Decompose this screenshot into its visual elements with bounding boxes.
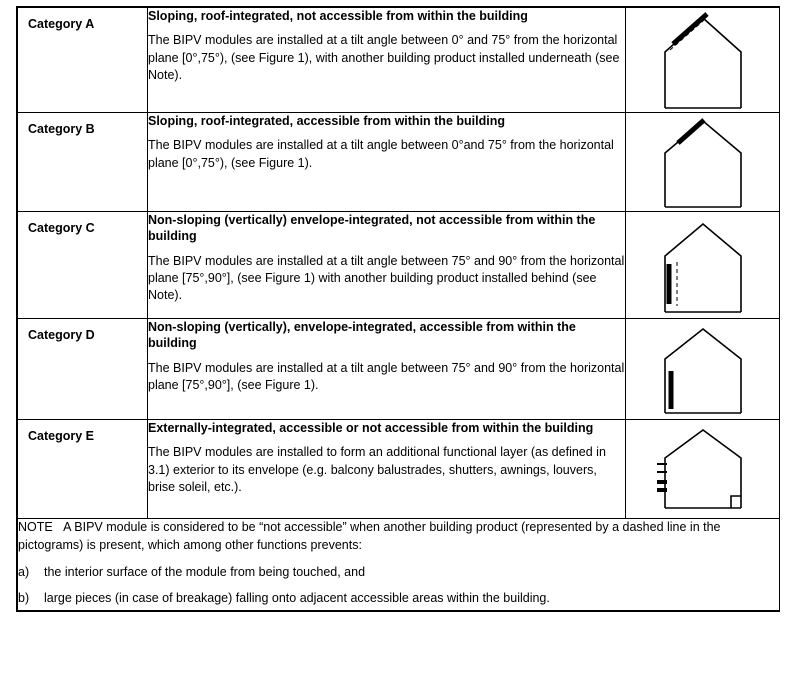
pictogram-cell (626, 319, 780, 420)
pictogram-cell (626, 8, 780, 113)
category-label: Category E (28, 429, 94, 443)
description-title: Sloping, roof-integrated, accessible from within the building (148, 114, 505, 128)
description-title: Externally-integrated, accessible or not accessible from within the building (148, 421, 594, 435)
pictogram-cell (626, 212, 780, 319)
description-cell (148, 8, 626, 113)
category-cell (18, 8, 148, 113)
description-cell (148, 420, 626, 519)
description-title: Non-sloping (vertically), envelope-integrated, accessible from within the building (148, 320, 576, 351)
category-table (17, 7, 780, 611)
description-title: Sloping, roof-integrated, not accessible from within the building (148, 9, 528, 23)
category-cell (18, 212, 148, 319)
house-vertical-wall-dashed-icon (643, 212, 763, 318)
description-body: The BIPV modules are installed to form an additional functional layer (as defined in 3.1) exterior to its envelope (e.g. balcony balustrades, shutters, awnings, louvers, brise soleil, etc.). (148, 445, 606, 494)
list-item (18, 590, 779, 608)
table-row (18, 319, 780, 420)
list-text: the interior surface of the module from being touched, and (44, 564, 366, 579)
note-text: A BIPV module is considered to be “not accessible” when another building product (represented by a dashed line in the pictograms) is present, which among other functions prevents: (18, 520, 721, 552)
description-cell (148, 113, 626, 212)
list-text: large pieces (in case of breakage) falling onto adjacent accessible areas within the building. (44, 591, 550, 606)
house-sloping-roof-dashed-icon (643, 8, 763, 112)
note-cell (18, 519, 780, 611)
category-label: Category A (28, 17, 95, 31)
category-cell (18, 420, 148, 519)
note-row (18, 519, 780, 611)
table-row (18, 420, 780, 519)
category-cell (18, 319, 148, 420)
category-label: Category D (28, 328, 95, 342)
description-body: The BIPV modules are installed at a tilt angle between 75° and 90° from the horizontal plane [75°,90°], (see Figure 1) with another building product installed behind (see Note). (148, 253, 625, 302)
description-cell (148, 212, 626, 319)
table-row (18, 212, 780, 319)
list-marker: b) (18, 591, 30, 606)
note-list (18, 564, 779, 609)
pictogram-cell (626, 113, 780, 212)
list-marker: a) (18, 564, 30, 579)
description-cell (148, 319, 626, 420)
description-body: The BIPV modules are installed at a tilt angle between 0°and 75° from the horizontal plane [0°,75°), (see Figure 1). (148, 138, 614, 170)
table-row (18, 8, 780, 113)
description-title: Non-sloping (vertically) envelope-integrated, not accessible from within the building (148, 213, 596, 244)
bipv-category-table (16, 6, 780, 612)
house-vertical-wall-solid-icon (643, 319, 763, 419)
house-external-layer-icon (643, 420, 763, 518)
description-body: The BIPV modules are installed at a tilt angle between 0° and 75° from the horizontal plane [0°,75°), (see Figure 1), with another building product installed underneath (see Note). (148, 33, 620, 82)
note-label: NOTE (18, 520, 53, 534)
description-body: The BIPV modules are installed at a tilt angle between 75° and 90° from the horizontal plane [75°,90°], (see Figure 1). (148, 360, 625, 392)
table-row (18, 113, 780, 212)
category-label: Category C (28, 221, 95, 235)
category-cell (18, 113, 148, 212)
pictogram-cell (626, 420, 780, 519)
house-sloping-roof-solid-icon (643, 113, 763, 211)
note-paragraph (18, 519, 779, 555)
category-label: Category B (28, 122, 95, 136)
list-item (18, 564, 779, 582)
